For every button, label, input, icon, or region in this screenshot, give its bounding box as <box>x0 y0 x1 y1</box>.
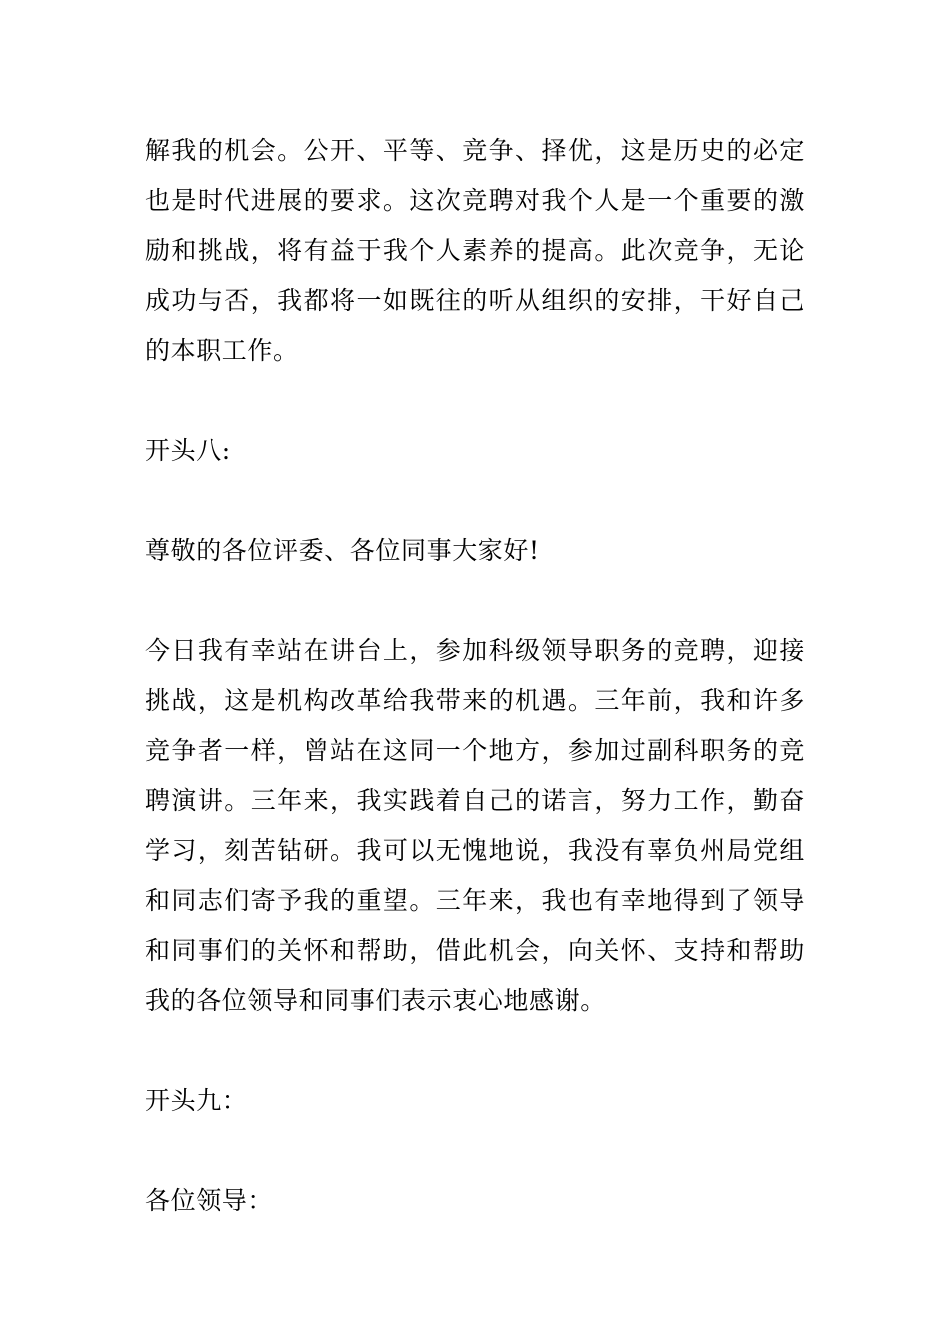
paragraph-spacer <box>145 576 805 626</box>
body-paragraph: 解我的机会。公开、平等、竞争、择优，这是历史的必定也是时代进展的要求。这次竞聘对我个人是一个重要的激励和挑战，将有益于我个人素养的提高。此次竞争，无论成功与否，我都将一如既往的听从组织的安排，干好自己的本职工作。 <box>145 136 805 365</box>
body-paragraph: 今日我有幸站在讲台上，参加科级领导职务的竞聘，迎接挑战，这是机构改革给我带来的机遇。三年前，我和许多竞争者一样，曾站在这同一个地方，参加过副科职务的竞聘演讲。三年来，我实践着自己的诺言，努力工作，勤奋学习，刻苦钻研。我可以无愧地说，我没有辜负州局党组和同志们寄予我的重望。三年来，我也有幸地得到了领导和同事们的关怀和帮助，借此机会，向关怀、支持和帮助我的各位领导和同事们表示衷心地感谢。 <box>145 636 805 1015</box>
salutation: 各位领导： <box>145 1186 274 1215</box>
section-heading: 开头八: <box>145 436 231 465</box>
paragraph-spacer <box>145 1126 805 1176</box>
paragraph-spacer <box>145 1026 805 1076</box>
section-heading: 开头九： <box>145 1086 248 1115</box>
paragraph-spacer <box>145 476 805 526</box>
paragraph-spacer <box>145 376 805 426</box>
document-body <box>145 126 805 1226</box>
salutation: 尊敬的各位评委、各位同事大家好! <box>145 536 540 565</box>
